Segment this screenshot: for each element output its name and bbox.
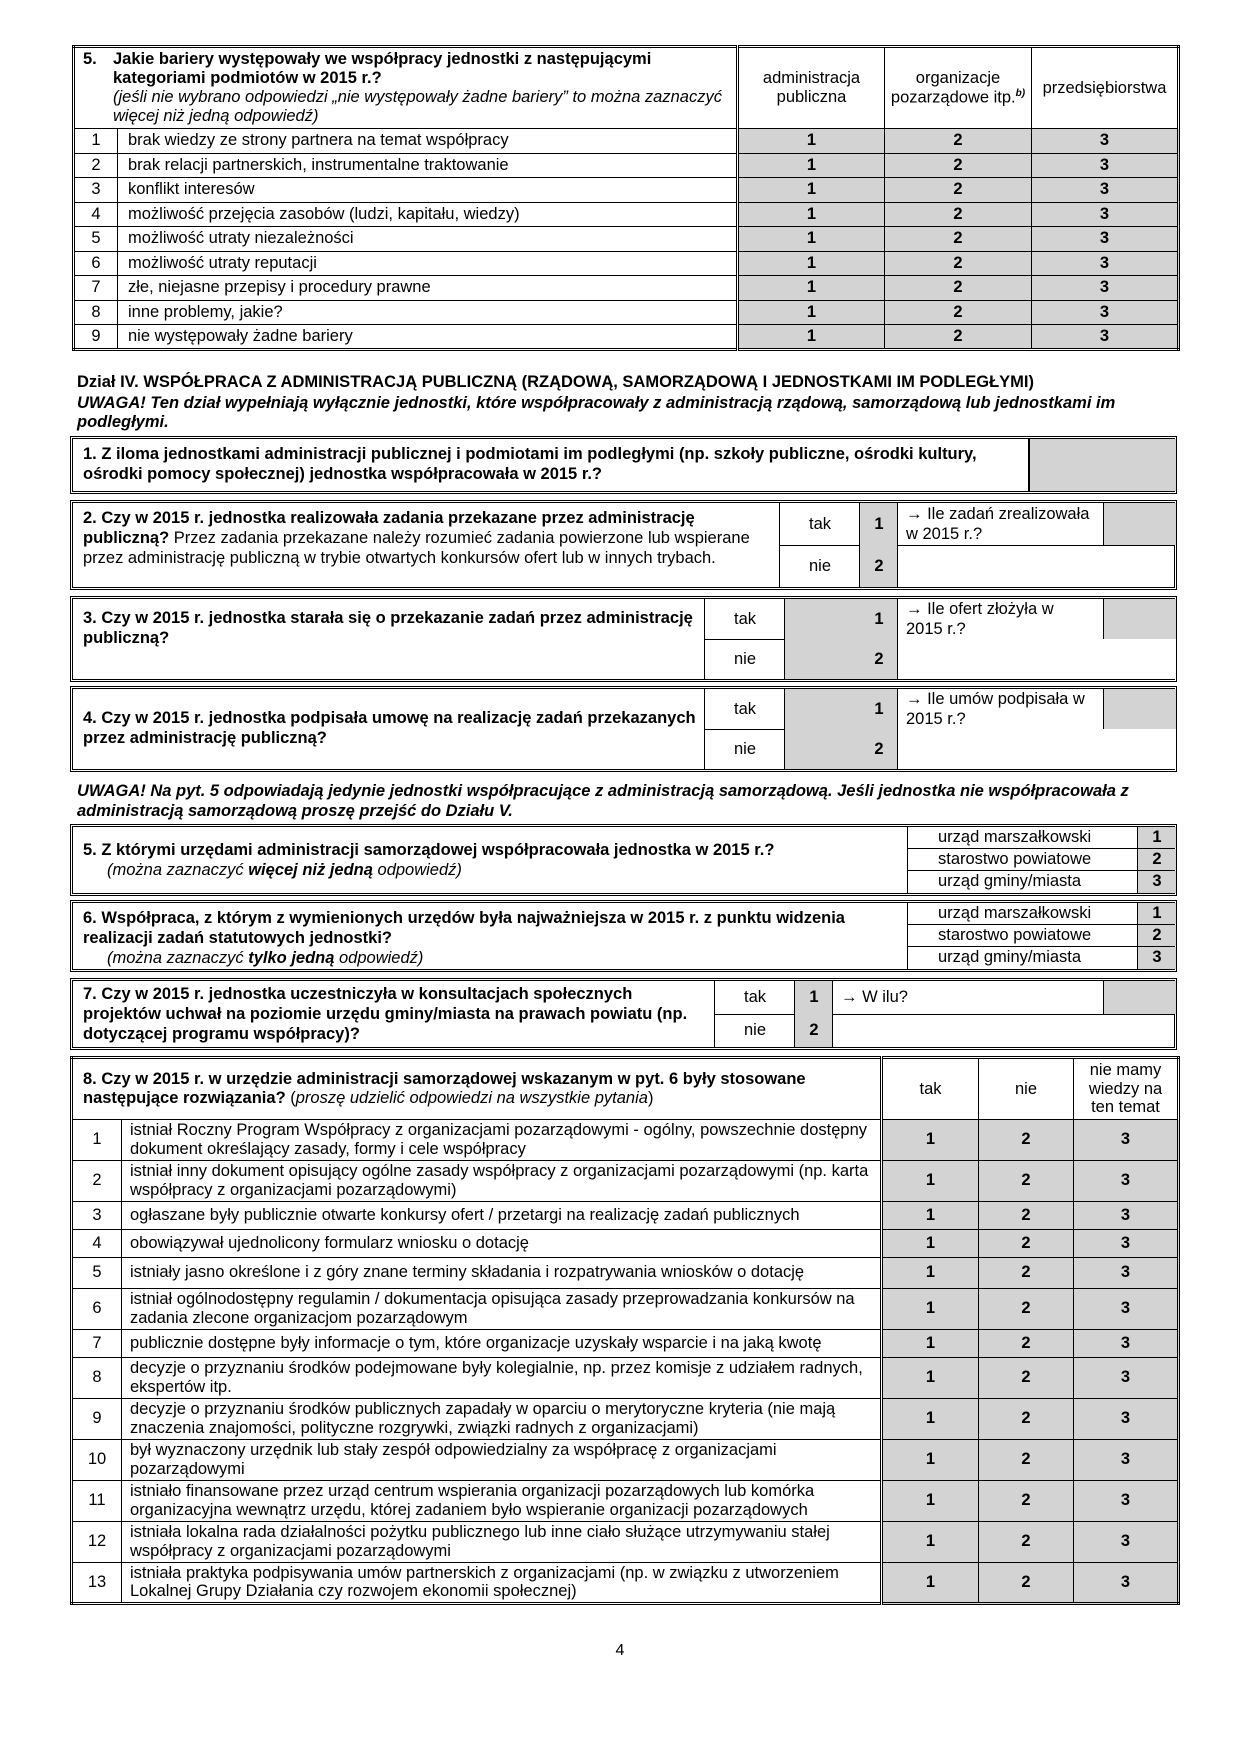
q5-title: Jakie bariery występowały we współpracy jednostki z następującymi kategoriami podmiotów w 2015 r.?	[113, 50, 652, 87]
row-number: 8	[74, 300, 118, 325]
answer-code-2[interactable]: 2	[885, 178, 1032, 203]
s4q5-box	[70, 824, 1177, 896]
row-text: decyzje o przyznaniu środków podejmowane były kolegialnie, np. przez komisje z udziałem radnych, ekspertów itp.	[122, 1357, 882, 1398]
page-number: 4	[615, 1642, 625, 1659]
q5-col-business: przedsiębiorstwa	[1032, 47, 1179, 129]
q5-note: (jeśli nie wybrano odpowiedzi „nie występowały żadne bariery” to można zaznaczyć więcej niż jedną odpowiedź)	[113, 87, 722, 125]
answer-code-2[interactable]: 2	[885, 129, 1032, 154]
s4q3-no-code[interactable]	[784, 639, 898, 679]
s4q8-col-yes: tak	[882, 1058, 979, 1120]
s4q4-no-code[interactable]	[784, 729, 898, 769]
q8-row	[72, 1257, 1179, 1288]
answer-code-2[interactable]: 2	[979, 1357, 1074, 1398]
note-q5: UWAGA! Na pyt. 5 odpowiadają jedynie jednostki współpracujące z administracją samorządową. Jeśli jednostka nie współpracowała z administracją samorządową proszę przejść do Działu V.	[77, 782, 1129, 820]
answer-code-3[interactable]: 3	[1074, 1439, 1179, 1480]
row-text: istniały jasno określone i z góry znane terminy składania i rozpatrywania wniosków o dotację	[122, 1257, 882, 1288]
row-text: możliwość utraty reputacji	[118, 251, 738, 276]
s4q7-yes-code[interactable]: 1	[794, 981, 833, 1015]
answer-code-3[interactable]: 3	[1074, 1120, 1179, 1161]
row-number: 6	[74, 251, 118, 276]
s4q3-yes-label: tak	[704, 599, 785, 640]
answer-code-2[interactable]: 2	[885, 153, 1032, 178]
answer-code-3[interactable]: 3	[1032, 202, 1179, 227]
s4q6-question	[83, 909, 898, 968]
row-number: 9	[74, 325, 118, 350]
s4q6-note-b: tylko jedną	[248, 948, 335, 967]
q8-row	[72, 1120, 1179, 1161]
option-row	[907, 871, 1174, 893]
s4q2-empty-cell	[897, 545, 1175, 587]
row-text: obowiązywał ujednolicony formularz wniosku o dotację	[122, 1229, 882, 1257]
answer-code-1[interactable]: 1	[882, 1480, 979, 1521]
answer-code-2[interactable]: 2	[979, 1288, 1074, 1329]
s4q6-note-c: odpowiedź)	[334, 948, 424, 967]
option-row	[907, 947, 1174, 969]
answer-code-3[interactable]: 3	[1032, 300, 1179, 325]
q5-col-ngo-label: organizacje pozarządowe itp.	[890, 68, 1016, 107]
row-text: brak relacji partnerskich, instrumentalne traktowanie	[118, 153, 738, 178]
s4q5-note-b: więcej niż jedną	[248, 860, 373, 879]
answer-code-2[interactable]: 2	[979, 1120, 1074, 1161]
s4q4-empty-cell	[897, 729, 1175, 769]
answer-code-2[interactable]: 2	[885, 276, 1032, 301]
option-label: starostwo powiatowe	[938, 926, 1092, 944]
s4q5-question	[83, 841, 903, 881]
s4q1-text: 1. Z iloma jednostkami administracji publicznej i podmiotami im podległymi (np. szkoły publiczne, ośrodki kultury, ośrodki pomocy społecznej) jednostka współpracowała w 2015 r.?	[83, 445, 977, 483]
answer-code-1[interactable]: 1	[882, 1201, 979, 1229]
option-code[interactable]: 3	[1137, 947, 1176, 969]
q5-row	[74, 276, 1179, 301]
s4q8-text-bold: 8. Czy w 2015 r. w urzędzie administracji samorządowej wskazanym w pyt. 6 były stosowane następujące rozwiązania?	[83, 1070, 806, 1107]
row-number: 1	[72, 1120, 122, 1161]
row-text: istniała praktyka podpisywania umów partnerskich z organizacjami (np. w związku z utworzeniem Lokalnej Grupy Działania czy rozwojem ekonomii społecznej)	[122, 1562, 882, 1604]
answer-code-1[interactable]: 1	[738, 325, 885, 350]
option-row	[907, 925, 1174, 947]
answer-code-2[interactable]: 2	[979, 1329, 1074, 1357]
answer-code-1[interactable]: 1	[882, 1357, 979, 1398]
answer-code-2[interactable]: 2	[979, 1480, 1074, 1521]
answer-code-3[interactable]: 3	[1032, 325, 1179, 350]
q5-row	[74, 153, 1179, 178]
s4q2-box	[70, 500, 1177, 590]
answer-code-1[interactable]: 1	[882, 1398, 979, 1439]
s4q5-text: 5. Z którymi urzędami administracji samorządowej współpracowała jednostka w 2015 r.?	[83, 841, 775, 859]
row-number: 10	[72, 1439, 122, 1480]
answer-code-2[interactable]: 2	[979, 1160, 1074, 1201]
s4q2-no-label: nie	[779, 545, 860, 587]
option-label: urząd marszałkowski	[938, 828, 1092, 846]
row-text: istniał inny dokument opisujący ogólne zasady współpracy z organizacjami pozarządowymi (np. karta współpracy z organizacjami pozarządowymi)	[122, 1160, 882, 1201]
option-code[interactable]: 3	[1137, 871, 1176, 893]
s4q6-note	[83, 949, 898, 969]
q5-row	[74, 251, 1179, 276]
s4q7-followup-cell	[832, 981, 1175, 1015]
answer-code-3[interactable]: 3	[1074, 1521, 1179, 1562]
row-number: 4	[72, 1229, 122, 1257]
row-text: był wyznaczony urzędnik lub stały zespół odpowiedzialny za współpracę z organizacjami pozarządowymi	[122, 1439, 882, 1480]
answer-code-1[interactable]: 1	[882, 1521, 979, 1562]
option-code[interactable]: 1	[1137, 827, 1176, 848]
row-text: konflikt interesów	[118, 178, 738, 203]
s4q4-box	[70, 686, 1177, 772]
s4q4-count-field[interactable]	[1103, 689, 1176, 729]
s4q3-count-field[interactable]	[1103, 599, 1176, 639]
s4q4-no-code-value: 2	[874, 739, 884, 758]
option-label: urząd gminy/miasta	[938, 948, 1082, 966]
q5-row	[74, 178, 1179, 203]
q5-row	[74, 300, 1179, 325]
row-number: 7	[74, 276, 118, 301]
row-number: 6	[72, 1288, 122, 1329]
row-number: 11	[72, 1480, 122, 1521]
s4q4-no-label: nie	[704, 729, 785, 769]
section4-title: Dział IV. WSPÓŁPRACA Z ADMINISTRACJĄ PUBLICZNĄ (RZĄDOWĄ, SAMORZĄDOWĄ I JEDNOSTKAMI IM PODLEGŁYMI)	[77, 373, 1034, 391]
s4q7-box	[70, 978, 1177, 1050]
s4q7-followup: → W ilu?	[841, 988, 908, 1006]
option-code[interactable]: 2	[1137, 849, 1176, 870]
option-row	[907, 849, 1174, 871]
s4q2-yes-label: tak	[779, 503, 860, 546]
answer-code-1[interactable]: 1	[882, 1229, 979, 1257]
answer-code-3[interactable]: 3	[1032, 129, 1179, 154]
answer-code-3[interactable]: 3	[1074, 1329, 1179, 1357]
answer-code-3[interactable]: 3	[1074, 1562, 1179, 1604]
row-number: 9	[72, 1398, 122, 1439]
option-label: urząd marszałkowski	[938, 904, 1092, 922]
answer-code-2[interactable]: 2	[979, 1201, 1074, 1229]
row-text: inne problemy, jakie?	[118, 300, 738, 325]
q8-row	[72, 1288, 1179, 1329]
s4q4-yes-code-value: 1	[874, 699, 884, 718]
q5-row	[74, 227, 1179, 252]
s4q5-options	[907, 827, 1174, 893]
q5-row	[74, 202, 1179, 227]
q8-row	[72, 1357, 1179, 1398]
s4q6-box	[70, 900, 1177, 972]
s4q4-yes-code[interactable]	[784, 689, 898, 730]
q8-row	[72, 1160, 1179, 1201]
answer-code-3[interactable]: 3	[1074, 1480, 1179, 1521]
row-number: 8	[72, 1357, 122, 1398]
row-text: możliwość utraty niezależności	[118, 227, 738, 252]
answer-code-3[interactable]: 3	[1074, 1398, 1179, 1439]
q8-row	[72, 1229, 1179, 1257]
answer-code-2[interactable]: 2	[979, 1257, 1074, 1288]
s4q8-text-a: (	[285, 1089, 296, 1107]
answer-code-3[interactable]: 3	[1074, 1257, 1179, 1288]
q8-row	[72, 1398, 1179, 1439]
row-text: istniał ogólnodostępny regulamin / dokumentacja opisująca zasady przeprowadzania konkursów na zadania zlecone organizacjom pozarządowym	[122, 1288, 882, 1329]
s4q7-no-code[interactable]: 2	[794, 1014, 833, 1047]
s4q7-count-field[interactable]	[1103, 981, 1176, 1014]
s4q2-followup-cell	[897, 503, 1175, 546]
s4q3-no-label: nie	[704, 639, 785, 679]
answer-code-2[interactable]: 2	[979, 1562, 1074, 1604]
q5-row	[74, 129, 1179, 154]
s4q8-col-no: nie	[979, 1058, 1074, 1120]
answer-code-3[interactable]: 3	[1032, 178, 1179, 203]
answer-code-1[interactable]: 1	[882, 1329, 979, 1357]
answer-code-1[interactable]: 1	[738, 178, 885, 203]
q8-row	[72, 1562, 1179, 1604]
s4q7-text: 7. Czy w 2015 r. jednostka uczestniczyła w konsultacjach społecznych projektów uchwał na poziomie urzędu gminy/miasta na prawach powiatu (np. dotyczącej programu współpracy)?	[83, 985, 688, 1043]
row-text: decyzje o przyznaniu środków publicznych zapadały w oparciu o merytoryczne kryteria (nie mają znaczenia znajomości, polityczne rozgrywki, związki radnych z organizacjami)	[122, 1398, 882, 1439]
q8-row	[72, 1480, 1179, 1521]
row-text: istniał Roczny Program Współpracy z organizacjami pozarządowymi - ogólny, powszechnie dostępny dokument określający zasady, formy i cele współpracy	[122, 1120, 882, 1161]
answer-code-2[interactable]: 2	[885, 202, 1032, 227]
option-label: urząd gminy/miasta	[938, 872, 1082, 890]
row-text: możliwość przejęcia zasobów (ludzi, kapitału, wiedzy)	[118, 202, 738, 227]
s4q2-text-normal: Przez zadania przekazane należy rozumieć zadania powierzone lub wspierane przez administrację publiczną w trybie otwartych konkursów ofert lub w innych trybach.	[83, 528, 750, 567]
row-number: 12	[72, 1521, 122, 1562]
s4q2-text-bold: 2. Czy w 2015 r. jednostka realizowała zadania przekazane przez administrację publiczną?	[83, 509, 695, 547]
answer-code-1[interactable]: 1	[738, 251, 885, 276]
answer-code-3[interactable]: 3	[1074, 1357, 1179, 1398]
answer-code-3[interactable]: 3	[1032, 276, 1179, 301]
q5-row	[74, 325, 1179, 350]
answer-code-1[interactable]: 1	[738, 300, 885, 325]
answer-code-2[interactable]: 2	[885, 325, 1032, 350]
s4q2-question	[83, 509, 773, 568]
answer-code-3[interactable]: 3	[1074, 1160, 1179, 1201]
option-code[interactable]: 1	[1137, 903, 1176, 924]
s4q6-note-a: (można zaznaczyć	[107, 948, 249, 967]
option-code[interactable]: 2	[1137, 925, 1176, 946]
row-number: 7	[72, 1329, 122, 1357]
s4q3-empty-cell	[897, 639, 1175, 679]
q8-row	[72, 1439, 1179, 1480]
q5-number: 5.	[83, 50, 97, 68]
q5-col-admin: administracja publiczna	[738, 47, 885, 129]
answer-code-2[interactable]: 2	[979, 1229, 1074, 1257]
row-number: 4	[74, 202, 118, 227]
option-row	[907, 903, 1174, 925]
row-number: 3	[72, 1201, 122, 1229]
s4q5-note	[83, 861, 903, 881]
s4q7-no-label: nie	[714, 1014, 795, 1047]
answer-code-1[interactable]: 1	[882, 1257, 979, 1288]
answer-code-1[interactable]: 1	[882, 1562, 979, 1604]
answer-code-3[interactable]: 3	[1074, 1229, 1179, 1257]
s4q8-col-unknown: nie mamy wiedzy na ten temat	[1074, 1058, 1179, 1120]
s4q3-box	[70, 596, 1177, 682]
s4q4-yes-label: tak	[704, 689, 785, 730]
q5-table	[72, 45, 1180, 351]
row-number: 2	[72, 1160, 122, 1201]
answer-code-2[interactable]: 2	[885, 227, 1032, 252]
row-text: publicznie dostępne były informacje o tym, które organizacje uzyskały wsparcie i na jaką kwotę	[122, 1329, 882, 1357]
answer-code-1[interactable]: 1	[882, 1439, 979, 1480]
answer-code-3[interactable]: 3	[1032, 153, 1179, 178]
s4q2-no-code[interactable]: 2	[859, 545, 898, 587]
row-number: 2	[74, 153, 118, 178]
answer-code-3[interactable]: 3	[1074, 1288, 1179, 1329]
row-text: ogłaszane były publicznie otwarte konkursy ofert / przetargi na realizację zadań publicznych	[122, 1201, 882, 1229]
answer-code-1[interactable]: 1	[738, 153, 885, 178]
answer-code-1[interactable]: 1	[882, 1120, 979, 1161]
row-number: 13	[72, 1562, 122, 1604]
answer-code-3[interactable]: 3	[1074, 1201, 1179, 1229]
q5-col-ngo-footnote: b)	[1015, 87, 1026, 99]
row-number: 3	[74, 178, 118, 203]
q8-row	[72, 1521, 1179, 1562]
s4q7-yes-label: tak	[714, 981, 795, 1015]
s4q3-yes-code[interactable]	[784, 599, 898, 640]
answer-code-2[interactable]: 2	[979, 1521, 1074, 1562]
answer-code-1[interactable]: 1	[738, 202, 885, 227]
option-row	[907, 827, 1174, 849]
s4q3-no-code-value: 2	[874, 649, 884, 668]
answer-code-1[interactable]: 1	[738, 276, 885, 301]
q8-row	[72, 1329, 1179, 1357]
s4q3-followup: → Ile ofert złożyła w 2015 r.?	[906, 600, 1054, 638]
q8-row	[72, 1201, 1179, 1229]
answer-code-2[interactable]: 2	[885, 251, 1032, 276]
option-label: starostwo powiatowe	[938, 850, 1092, 868]
s4q3-yes-code-value: 1	[874, 609, 884, 628]
s4q2-count-field[interactable]	[1103, 503, 1176, 545]
s4q3-followup-cell	[897, 599, 1175, 640]
s4q4-followup: → Ile umów podpisała w 2015 r.?	[906, 690, 1085, 728]
q5-col-ngo	[885, 47, 1032, 129]
row-number: 1	[74, 129, 118, 154]
s4q2-yes-code[interactable]: 1	[859, 503, 898, 546]
s4q7-empty-cell	[832, 1014, 1175, 1047]
s4q1-box	[70, 436, 1177, 494]
row-text: nie występowały żadne bariery	[118, 325, 738, 350]
s4q4-followup-cell	[897, 689, 1175, 730]
answer-code-1[interactable]: 1	[882, 1288, 979, 1329]
answer-code-3[interactable]: 3	[1032, 251, 1179, 276]
q5-header	[74, 47, 738, 129]
answer-code-1[interactable]: 1	[882, 1160, 979, 1201]
row-number: 5	[74, 227, 118, 252]
s4q8-header	[72, 1058, 882, 1120]
s4q8-text-italic: proszę udzielić odpowiedzi na wszystkie pytania	[295, 1089, 648, 1107]
section4-note: UWAGA! Ten dział wypełniają wyłącznie jednostki, które współpracowały z administracją rządową, samorządową lub jednostkami im podległymi.	[77, 394, 1116, 431]
s4q8-table	[70, 1056, 1180, 1605]
s4q6-text: 6. Współpraca, z którym z wymienionych urzędów była najważniejsza w 2015 r. z punktu widzenia realizacji zadań statutowych jednostki?	[83, 909, 845, 947]
answer-code-2[interactable]: 2	[885, 300, 1032, 325]
row-number: 5	[72, 1257, 122, 1288]
s4q6-options	[907, 903, 1174, 969]
s4q1-answer-field[interactable]	[1028, 439, 1176, 491]
answer-code-2[interactable]: 2	[979, 1398, 1074, 1439]
s4q4-text: 4. Czy w 2015 r. jednostka podpisała umowę na realizację zadań przekazanych przez administrację publiczną?	[83, 709, 696, 747]
s4q8-text-b: )	[647, 1089, 654, 1107]
row-text: brak wiedzy ze strony partnera na temat współpracy	[118, 129, 738, 154]
row-text: istniało finansowane przez urząd centrum wspierania organizacji pozarządowych lub komórka organizacyjna wewnątrz urzędu, której zadaniem było wspieranie organizacji pozarządowych	[122, 1480, 882, 1521]
s4q5-note-c: odpowiedź)	[372, 860, 462, 879]
s4q2-followup: → Ile zadań zrealizowała w 2015 r.?	[906, 505, 1090, 543]
answer-code-3[interactable]: 3	[1032, 227, 1179, 252]
answer-code-1[interactable]: 1	[738, 129, 885, 154]
s4q3-text: 3. Czy w 2015 r. jednostka starała się o przekazanie zadań przez administrację publiczną?	[83, 609, 693, 647]
s4q5-note-a: (można zaznaczyć	[107, 860, 249, 879]
answer-code-2[interactable]: 2	[979, 1439, 1074, 1480]
row-text: złe, niejasne przepisy i procedury prawne	[118, 276, 738, 301]
answer-code-1[interactable]: 1	[738, 227, 885, 252]
row-text: istniała lokalna rada działalności pożytku publicznego lub inne ciało służące utrzymywaniu stałej współpracy z organizacjami pozarządowymi	[122, 1521, 882, 1562]
